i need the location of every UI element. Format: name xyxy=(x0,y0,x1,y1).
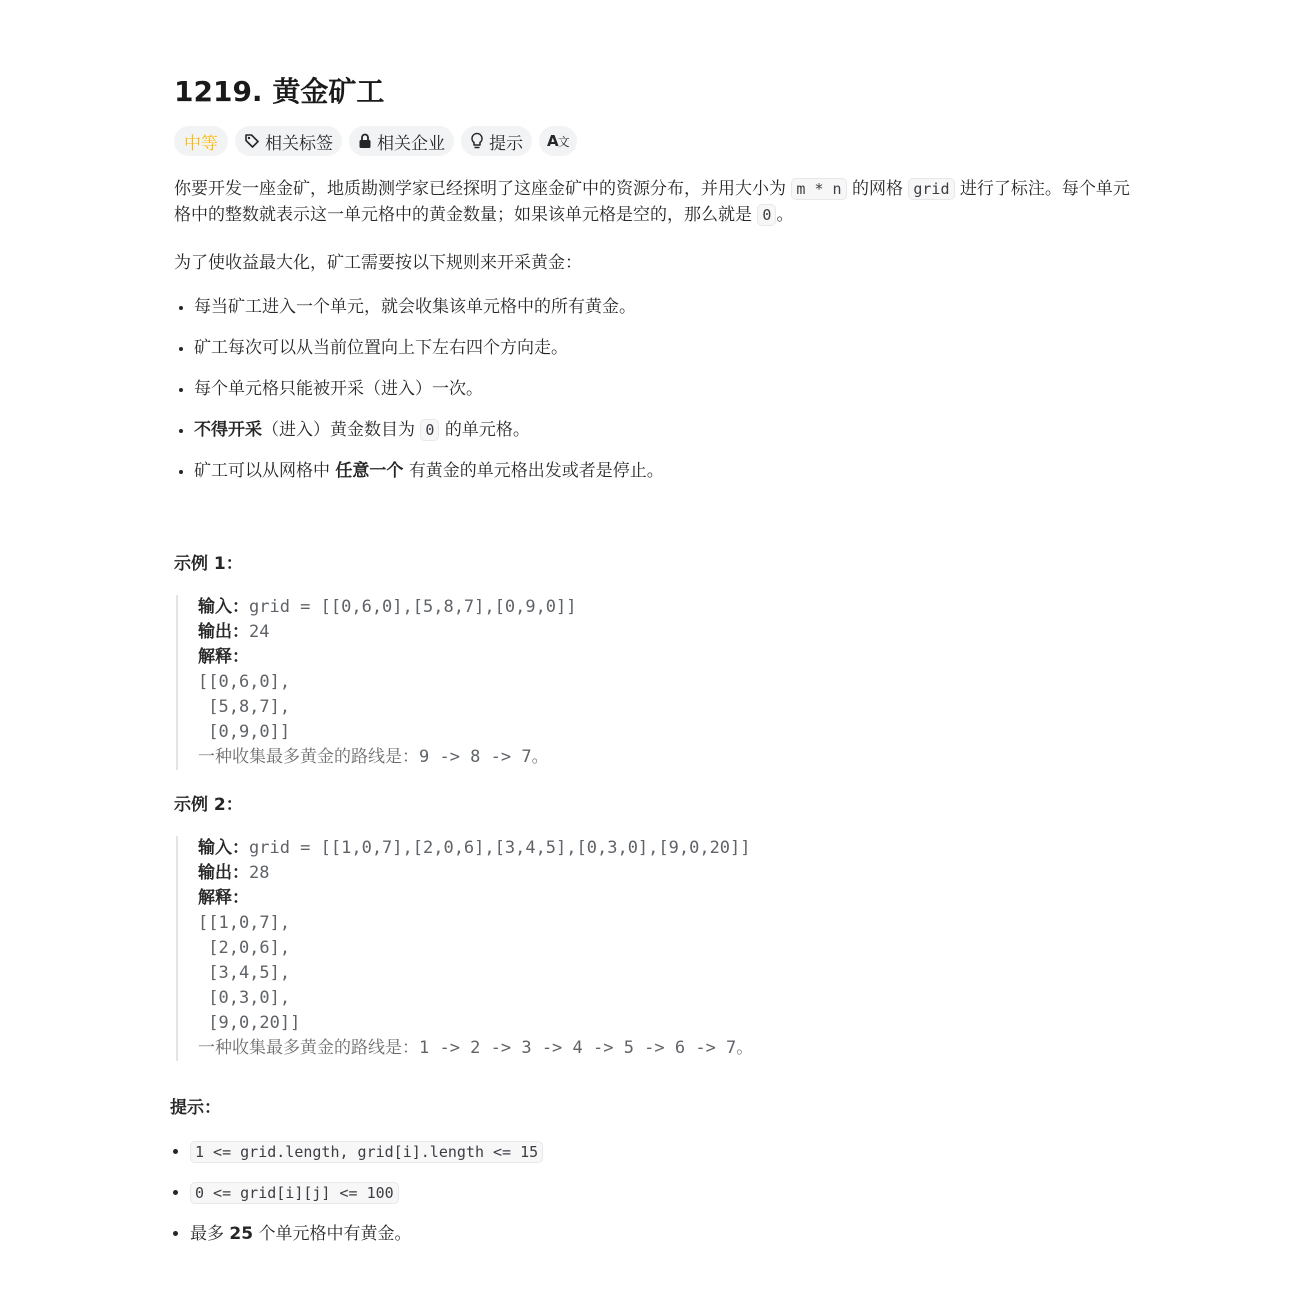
intro-text: 你要开发一座金矿，地质勘测学家已经探明了这座金矿中的资源分布，并用大小为 xyxy=(174,179,786,199)
list-item xyxy=(194,294,1134,320)
grid-line: [[0,6,0], xyxy=(198,672,291,692)
list-item xyxy=(194,417,1134,443)
rule-text: 有黄金的单元格出发或者是停止。 xyxy=(408,461,664,481)
difficulty-badge xyxy=(174,126,228,156)
intro-text: 的网格 xyxy=(851,179,903,199)
grid-line: [0,9,0]] xyxy=(198,722,291,742)
rule-text: 矿工可以从网格中 xyxy=(194,461,330,481)
rule-text: （进入）黄金数目为 xyxy=(262,420,415,440)
rule-text: 矿工每次可以从当前位置向上下左右四个方向走。 xyxy=(194,338,568,358)
output-label: 输出： xyxy=(198,622,249,642)
path-label: 一种收集最多黄金的路线是： xyxy=(198,747,419,767)
path-value: 9 -> 8 -> 7 xyxy=(419,747,532,767)
list-item xyxy=(190,1221,1134,1247)
grid-line: [2,0,6], xyxy=(198,938,291,958)
input-value: grid = [[0,6,0],[5,8,7],[0,9,0]] xyxy=(249,597,577,617)
code-grid: grid xyxy=(908,178,954,200)
hint-button[interactable] xyxy=(461,126,532,156)
tag-icon xyxy=(244,133,260,149)
input-label: 输入： xyxy=(198,838,249,858)
path-end: 。 xyxy=(736,1038,754,1058)
constraints-title: 提示： xyxy=(170,1098,221,1118)
constraint-text: 最多 xyxy=(190,1224,230,1244)
example1-block xyxy=(176,595,1134,770)
constraint-bold: 25 xyxy=(229,1224,254,1244)
example2-block xyxy=(176,836,1134,1061)
related-companies-label: 相关企业 xyxy=(377,133,445,154)
tag-bar xyxy=(174,126,1134,156)
intro-text: 。 xyxy=(776,205,794,225)
grid-line: [9,0,20]] xyxy=(198,1013,301,1033)
code-zero: 0 xyxy=(757,204,776,226)
path-label: 一种收集最多黄金的路线是： xyxy=(198,1038,419,1058)
rule-bold: 不得开采 xyxy=(194,420,262,440)
rule-text: 每当矿工进入一个单元，就会收集该单元格中的所有黄金。 xyxy=(194,297,636,317)
translate-label: A xyxy=(547,132,558,150)
translate-icon: A文 xyxy=(547,132,569,150)
example2-title: 示例 2： xyxy=(174,795,243,815)
intro-paragraph xyxy=(174,176,1134,228)
code-zero: 0 xyxy=(420,419,439,441)
lock-icon xyxy=(358,133,372,149)
constraints-list xyxy=(170,1139,1134,1247)
output-value: 28 xyxy=(249,863,270,883)
grid-line: [[1,0,7], xyxy=(198,913,291,933)
lightbulb-icon xyxy=(470,132,484,150)
rule-text: 的单元格。 xyxy=(444,420,530,440)
example1-title: 示例 1： xyxy=(174,554,243,574)
rule-bold: 任意一个 xyxy=(335,461,404,481)
path-end: 。 xyxy=(531,747,549,767)
rules-intro: 为了使收益最大化，矿工需要按以下规则来开采黄金： xyxy=(174,253,582,273)
list-item xyxy=(190,1180,1134,1206)
output-label: 输出： xyxy=(198,863,249,883)
constraint-code: 1 <= grid.length, grid[i].length <= 15 xyxy=(190,1141,543,1163)
input-value: grid = [[1,0,7],[2,0,6],[3,4,5],[0,3,0],[9,0,20]] xyxy=(249,838,751,858)
list-item xyxy=(194,335,1134,361)
difficulty-label: 中等 xyxy=(184,133,218,154)
grid-line: [0,3,0], xyxy=(198,988,291,1008)
rules-list xyxy=(174,294,1134,484)
explain-label: 解释： xyxy=(198,888,249,908)
rule-text: 每个单元格只能被开采（进入）一次。 xyxy=(194,379,483,399)
constraint-text: 个单元格中有黄金。 xyxy=(253,1224,412,1244)
intro-text: 进行了标注。每个单元格中的整数就表示这一单元格中的黄金数量；如果该单元格是空的，那么就是 xyxy=(174,179,1130,225)
output-value: 24 xyxy=(249,622,270,642)
hint-label: 提示 xyxy=(489,133,523,154)
related-tags-button[interactable] xyxy=(235,126,342,156)
grid-line: [3,4,5], xyxy=(198,963,291,983)
input-label: 输入： xyxy=(198,597,249,617)
list-item xyxy=(190,1139,1134,1165)
explain-label: 解释： xyxy=(198,647,249,667)
constraint-code: 0 <= grid[i][j] <= 100 xyxy=(190,1182,399,1204)
related-tags-label: 相关标签 xyxy=(265,133,333,154)
translate-button[interactable] xyxy=(539,126,577,156)
list-item xyxy=(194,458,1134,484)
grid-line: [5,8,7], xyxy=(198,697,291,717)
path-value: 1 -> 2 -> 3 -> 4 -> 5 -> 6 -> 7 xyxy=(419,1038,737,1058)
problem-description xyxy=(170,70,1134,1262)
code-m-n: m * n xyxy=(791,178,846,200)
problem-title: 1219. 黄金矿工 xyxy=(174,75,385,108)
list-item xyxy=(194,376,1134,402)
related-companies-button[interactable] xyxy=(349,126,454,156)
